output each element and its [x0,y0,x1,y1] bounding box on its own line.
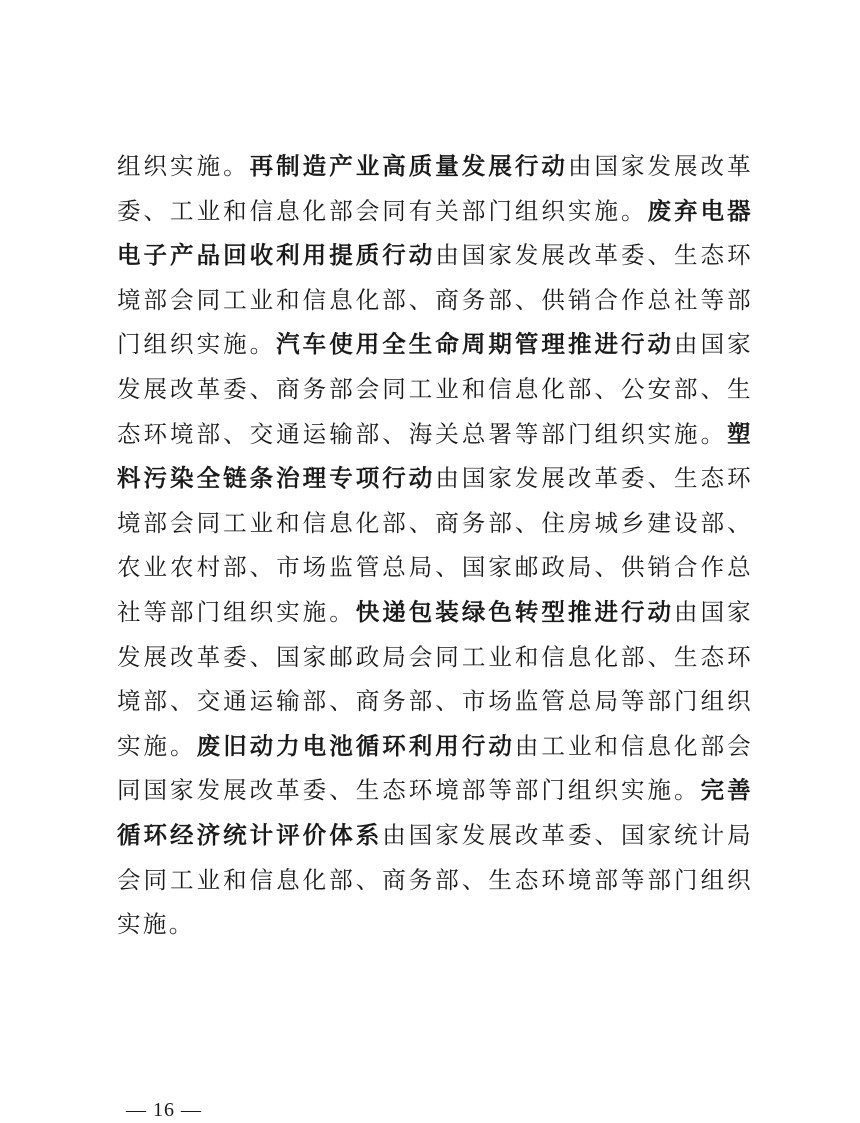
body-paragraph [117,144,753,947]
action-title: 废弃电器电子产品回收利用提质行动 [117,196,753,270]
body-text-run: 由国家发展改革委、国家邮政局会同工业和信息化部、生态环境部、交通运输部、商务部、市场监管总局等部门组织实施。 [117,597,753,760]
body-text-run: 组织实施。 [117,152,250,180]
action-title: 塑料污染全链条治理专项行动 [117,419,753,493]
action-title: 再制造产业高质量发展行动 [249,152,568,180]
action-title: 快递包装绿色转型推进行动 [355,597,675,626]
body-text-run: 由国家发展改革委、国家统计局会同工业和信息化部、商务部、生态环境部等部门组织实施。 [117,820,753,939]
body-text-run: 由国家发展改革委、生态环境部会同工业和信息化部、商务部、住房城乡建设部、农业农村部、市场监管总局、国家邮政局、供销合作总社等部门组织实施。 [117,464,753,626]
body-text-run: 由国家发展改革委、生态环境部会同工业和信息化部、商务部、供销合作总社等部门组织实施。 [117,241,753,359]
body-text-run: 由工业和信息化部会同国家发展改革委、生态环境部等部门组织实施。 [117,731,753,805]
body-text-run: 由国家发展改革委、工业和信息化部会同有关部门组织实施。 [117,152,753,225]
page-number: — 16 — [126,1099,202,1121]
action-title: 完善循环经济统计评价体系 [117,776,753,849]
body-text-run: 由国家发展改革委、商务部会同工业和信息化部、公安部、生态环境部、交通运输部、海关总署等部门组织实施。 [117,330,753,448]
action-title: 汽车使用全生命周期管理推进行动 [276,330,675,359]
action-title: 废旧动力电池循环利用行动 [196,731,515,760]
